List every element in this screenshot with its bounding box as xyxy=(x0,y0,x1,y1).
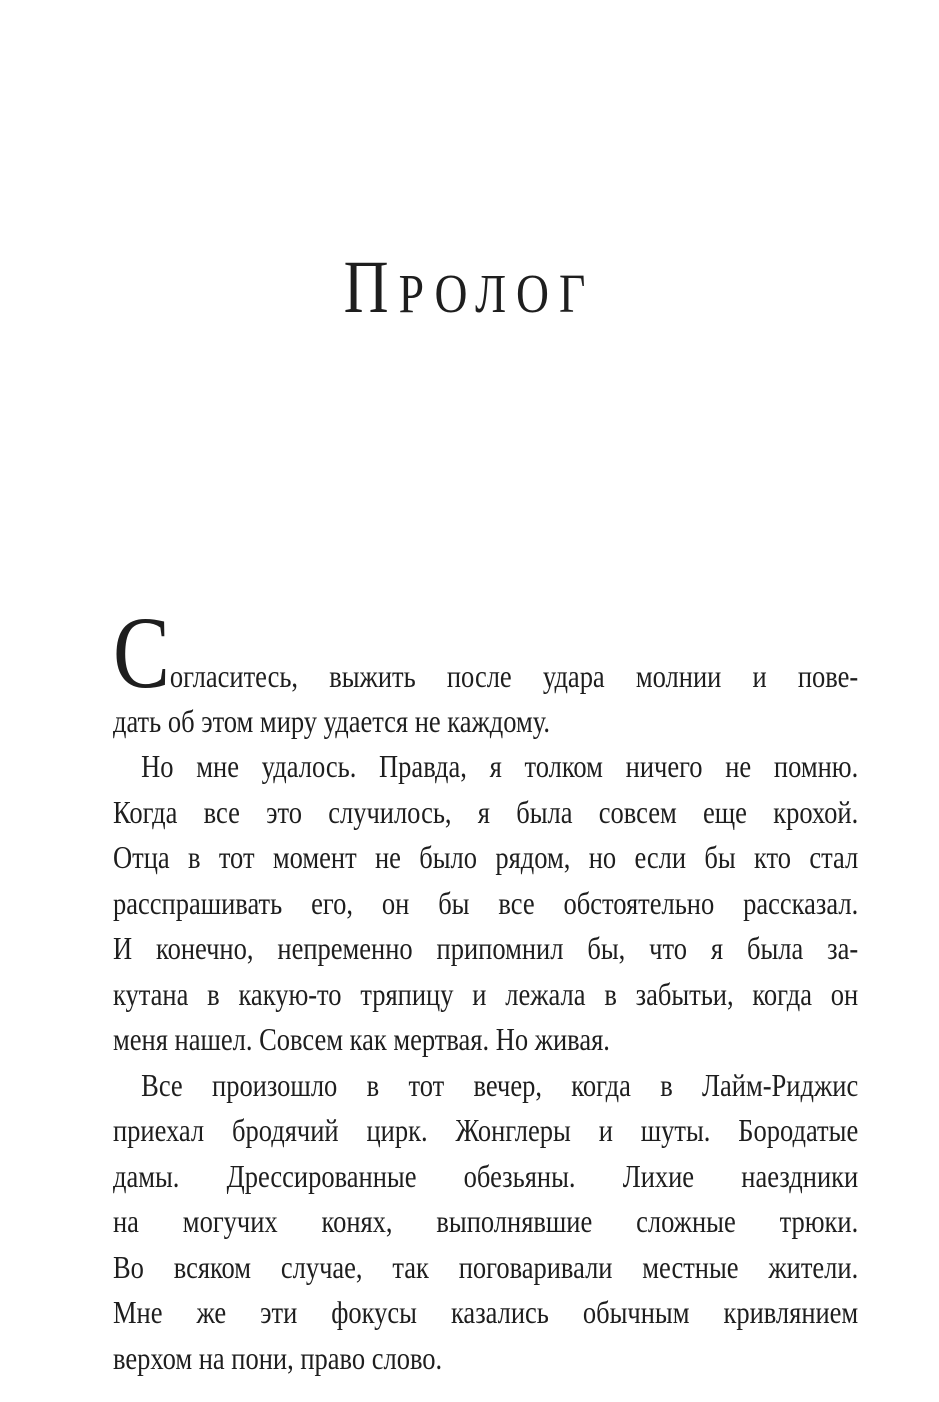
body-text xyxy=(113,596,859,1381)
text-line: Но мне удалось. Правда, я толком ничего не помню. xyxy=(141,748,859,784)
paragraph xyxy=(113,1063,858,1382)
text-line xyxy=(113,596,859,710)
text-line: Во всяком случае, так поговаривали местные жители. xyxy=(113,1248,859,1285)
text-line: меня нашел. Совсем как мертвая. Но живая. xyxy=(113,1021,610,1057)
chapter-title-small-caps: РОЛОГ xyxy=(398,263,596,324)
text-line: дать об этом миру удается не каждому. xyxy=(113,702,551,739)
text-line-fragment: огласитесь, выжить после удара молнии и пове- xyxy=(169,658,859,694)
text-line: Когда все это случилось, я была совсем еще крохой. xyxy=(113,793,859,830)
text-line: Все произошло в тот вечер, когда в Лайм-Риджис xyxy=(141,1066,859,1103)
text-line: кутана в какую-то тряпицу и лежала в забытьи, когда он xyxy=(113,975,859,1012)
text-line: Отца в тот момент не было рядом, но если бы кто стал xyxy=(113,839,859,875)
drop-cap: С xyxy=(113,596,170,710)
text-line: Мне же эти фокусы казались обычным кривлянием xyxy=(113,1294,859,1330)
text-line: И конечно, непременно припомнил бы, что я была за- xyxy=(113,930,859,966)
text-line: верхом на пони, право слово. xyxy=(113,1339,443,1376)
text-line: расспрашивать его, он бы все обстоятельно рассказал. xyxy=(113,884,859,921)
chapter-title-initial: П xyxy=(343,246,399,329)
paragraph xyxy=(113,596,859,744)
text-line: на могучих конях, выполнявшие сложные трюки. xyxy=(113,1203,859,1239)
chapter-title xyxy=(80,248,859,348)
text-line: дамы. Дрессированные обезьяны. Лихие наездники xyxy=(113,1157,859,1194)
text-line: приехал бродячий цирк. Жонглеры и шуты. Бородатые xyxy=(113,1112,859,1148)
paragraph xyxy=(113,744,858,1063)
